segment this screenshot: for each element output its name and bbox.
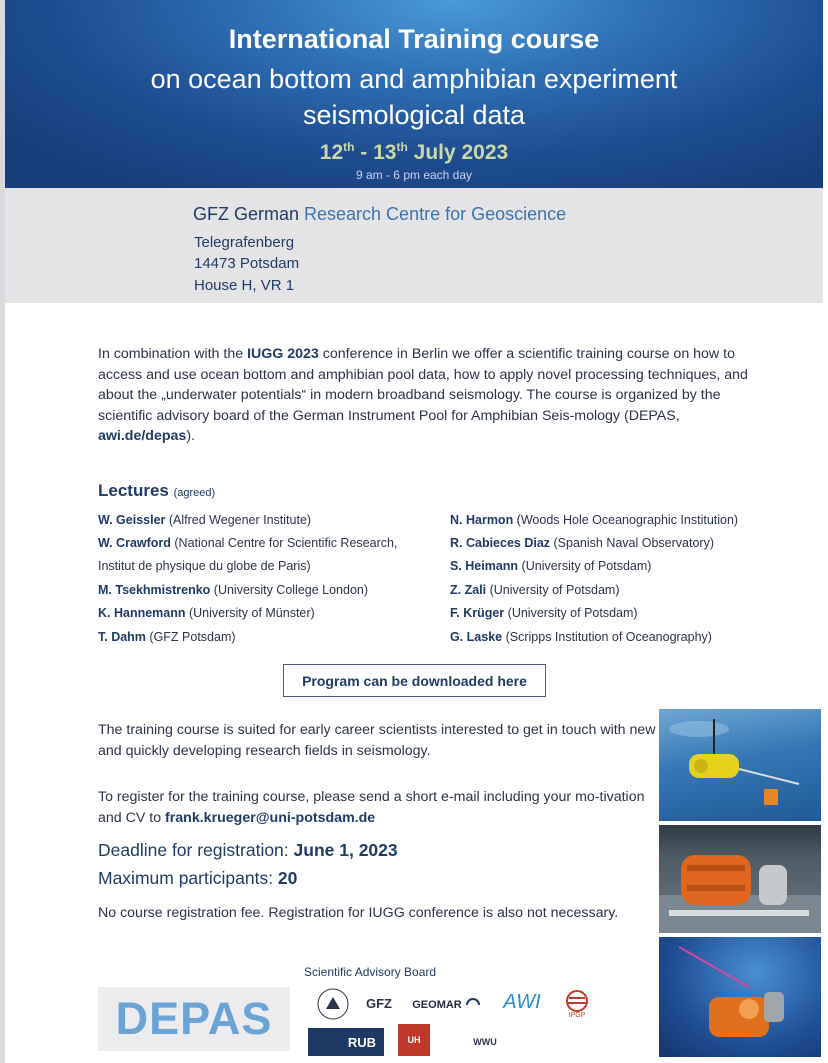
title-line-2: on ocean bottom and amphibian experiment: [150, 64, 678, 94]
lecturer-name: F. Krüger: [450, 606, 505, 620]
lectures-title: Lectures: [98, 481, 169, 500]
geomar-logo: [410, 990, 484, 1020]
register-paragraph: [98, 787, 658, 829]
lecturer-name: N. Harmon: [450, 513, 514, 527]
intro-paragraph: [98, 344, 748, 447]
lecturer-left-4: [98, 606, 315, 620]
lecturer-affiliation: Institut de physique du globe de Paris): [98, 559, 311, 573]
lecturer-right-5: [450, 630, 712, 644]
lecturer-affiliation: (University of Potsdam): [518, 559, 652, 573]
suited-paragraph: The training course is suited for early career scientists interested to get in touch with new and quickly developing research fields in seismology.: [98, 722, 656, 759]
intro-depas-link[interactable]: awi.de/depas: [98, 428, 187, 444]
max-participants-label: Maximum participants:: [98, 868, 278, 888]
lecturer-left-0: [98, 513, 311, 527]
lecturer-affiliation: (Alfred Wegener Institute): [165, 513, 312, 527]
header-banner: [5, 0, 823, 188]
geomar-logo-text: GEOMAR: [412, 999, 462, 1011]
address-room: House H, VR 1: [194, 277, 295, 294]
address-street: Telegrafenberg: [194, 234, 295, 251]
photo-orange-instrument: [659, 825, 821, 933]
photo-deployed-instrument: [659, 937, 821, 1057]
lecturer-name: T. Dahm: [98, 630, 146, 644]
register-email-link[interactable]: frank.krueger@uni-potsdam.de: [165, 810, 376, 826]
deadline-value: June 1, 2023: [293, 840, 398, 860]
orange-instrument-icon: [659, 825, 821, 933]
date-suffix-1: th: [343, 140, 355, 154]
lecturer-affiliation: (GFZ Potsdam): [145, 630, 236, 644]
ipgp-globe-icon: [565, 990, 589, 1012]
org-name-part2: Research Centre for Geoscience: [304, 204, 567, 224]
lecturer-left-1: [98, 536, 397, 550]
university-seal-icon: [312, 987, 354, 1021]
lecturer-affiliation: (University College London): [210, 583, 369, 597]
lecturer-right-3: [450, 583, 620, 597]
ipgp-logo: [560, 985, 594, 1023]
rub-logo: RUB: [308, 1028, 384, 1056]
deployed-instrument-icon: [659, 937, 821, 1057]
lecturer-affiliation: (University of Potsdam): [504, 606, 638, 620]
lecturer-name: W. Geissler: [98, 513, 166, 527]
lecturer-left-3: [98, 583, 368, 597]
ipgp-logo-text: IPGP: [568, 1011, 586, 1019]
underwater-seismometer-icon: [659, 709, 821, 821]
address-city: 14473 Potsdam: [194, 255, 300, 272]
location-band: [5, 188, 823, 303]
lecturer-name: M. Tsekhmistrenko: [98, 583, 211, 597]
lecturer-right-0: [450, 513, 738, 527]
organization-name: [193, 204, 566, 225]
intro-text-1: In combination with the: [98, 346, 248, 362]
advisory-board-label: Scientific Advisory Board: [304, 965, 437, 979]
deadline-label: Deadline for registration:: [98, 840, 294, 860]
lecturer-affiliation: (Spanish Naval Observatory): [550, 536, 714, 550]
uh-logo: UH: [398, 1024, 430, 1056]
lecturer-name: R. Cabieces Diaz: [450, 536, 551, 550]
date-suffix-2: th: [396, 140, 408, 154]
lecturer-right-2: [450, 559, 651, 573]
geomar-wave-icon: [464, 996, 482, 1014]
lecturer-right-1: [450, 536, 714, 550]
intro-text-2: conference in Berlin we offer a scientific training course on how to access and use ocean bottom and amphibian pool data, how to apply novel processing techniques, and about the „underwater potentials“ in modern broadband seismology. The course is organized by the scientific advisory board of the German Instrument Pool for Amphibian Seis-mology (DEPAS,: [98, 346, 748, 424]
course-dates: [5, 140, 823, 165]
fee-paragraph: No course registration fee. Registration for IUGG conference is also not necessary.: [98, 905, 619, 921]
program-download-button[interactable]: Program can be downloaded here: [283, 664, 546, 697]
depas-logo: DEPAS: [98, 987, 290, 1051]
lectures-note: (agreed): [173, 487, 216, 499]
lecturer-affiliation: (National Centre for Scientific Research,: [170, 536, 398, 550]
photo-underwater-seismometer: [659, 709, 821, 821]
awi-logo: AWI: [503, 990, 541, 1013]
lecturer-left-2: [98, 559, 311, 573]
title-line-3: seismological data: [302, 100, 526, 130]
lecturer-affiliation: (University of Potsdam): [486, 583, 620, 597]
org-name-part1: GFZ German: [193, 204, 305, 224]
date-separator: -: [354, 141, 374, 164]
intro-text-3: ).: [186, 428, 195, 444]
date-day-1: 12: [319, 141, 344, 164]
lecturer-name: K. Hannemann: [98, 606, 186, 620]
title-line-1: International Training course: [228, 24, 600, 54]
lecturer-affiliation: (University of Münster): [185, 606, 315, 620]
max-participants-value: 20: [277, 868, 298, 888]
wwu-logo: WWU: [473, 1037, 497, 1047]
lectures-heading: [98, 481, 215, 501]
gfz-logo: GFZ: [366, 995, 392, 1011]
date-day-2: 13: [373, 141, 397, 164]
lecturer-name: Z. Zali: [450, 583, 487, 597]
deadline-line: [98, 840, 398, 861]
lecturer-name: W. Crawford: [98, 536, 171, 550]
lecturer-name: S. Heimann: [450, 559, 519, 573]
lecturer-affiliation: (Woods Hole Oceanographic Institution): [513, 513, 739, 527]
max-participants-line: [98, 868, 297, 889]
lecturer-left-5: [98, 630, 236, 644]
intro-iugg: IUGG 2023: [247, 346, 319, 362]
course-hours: 9 am - 6 pm each day: [355, 168, 473, 182]
lecturer-affiliation: (Scripps Institution of Oceanography): [502, 630, 712, 644]
register-text: To register for the training course, please send a short e-mail including your mo-tivation and CV to: [98, 789, 645, 826]
lecturer-right-4: [450, 606, 638, 620]
lecturer-name: G. Laske: [450, 630, 503, 644]
date-month: July 2023: [407, 141, 509, 164]
